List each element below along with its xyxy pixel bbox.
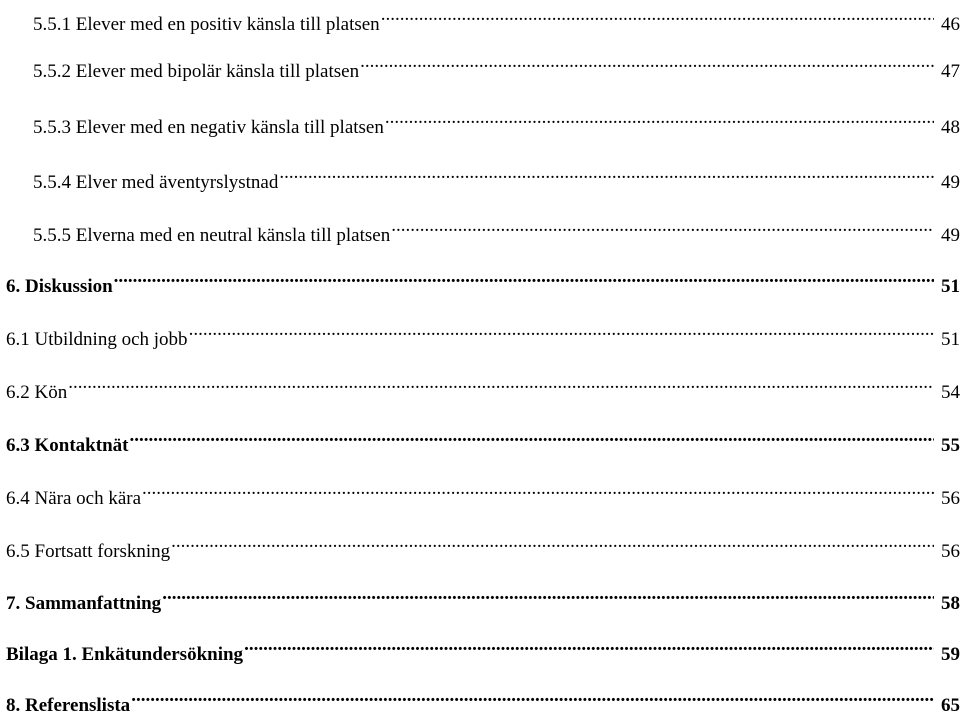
toc-page-number: 51	[941, 329, 960, 350]
toc-dot-leader	[360, 47, 934, 77]
toc-page-number: 65	[941, 695, 960, 716]
toc-page-number: 49	[941, 172, 960, 193]
toc-entry-title: 6.4 Nära och kära	[6, 488, 142, 509]
toc-entry-title: 8. Referenslista	[6, 695, 131, 716]
toc-page-number: 56	[941, 541, 960, 562]
toc-entry[interactable]	[6, 527, 960, 562]
toc-page-number: 47	[941, 61, 960, 82]
toc-dot-leader	[171, 527, 934, 557]
toc-page-number: 46	[941, 14, 960, 35]
toc-dot-leader	[114, 262, 934, 292]
toc-page-number: 54	[941, 382, 960, 403]
toc-entry[interactable]	[6, 681, 960, 716]
toc-entry-title: 7. Sammanfattning	[6, 593, 162, 614]
toc-page-number: 59	[941, 644, 960, 665]
toc-entry[interactable]	[33, 103, 960, 138]
toc-entry-title: 5.5.5 Elverna med en neutral känsla till platsen	[33, 225, 391, 246]
toc-dot-leader	[142, 474, 934, 504]
toc-entry[interactable]	[6, 630, 960, 665]
toc-page-number: 51	[941, 276, 960, 297]
toc-entry[interactable]	[33, 0, 960, 35]
toc-page-number: 48	[941, 117, 960, 138]
toc-entry[interactable]	[33, 211, 960, 246]
toc-dot-leader	[131, 681, 934, 711]
toc-entry[interactable]	[6, 368, 960, 403]
toc-entry-title: 5.5.3 Elever med en negativ känsla till platsen	[33, 117, 384, 138]
toc-dot-leader	[279, 158, 934, 188]
toc-dot-leader	[391, 211, 934, 241]
toc-entry[interactable]	[33, 47, 960, 82]
toc-entry-title: 6.2 Kön	[6, 382, 68, 403]
toc-entry[interactable]	[6, 421, 960, 456]
toc-dot-leader	[385, 103, 934, 133]
toc-dot-leader	[129, 421, 934, 451]
toc-page-number: 56	[941, 488, 960, 509]
toc-dot-leader	[68, 368, 934, 398]
toc-page-number: 49	[941, 225, 960, 246]
toc-entry-title: 6. Diskussion	[6, 276, 113, 297]
toc-entry[interactable]	[6, 315, 960, 350]
toc-entry-title: 6.5 Fortsatt forskning	[6, 541, 171, 562]
toc-entry-title: 5.5.2 Elever med bipolär känsla till platsen	[33, 61, 360, 82]
toc-entry-title: 5.5.4 Elver med äventyrslystnad	[33, 172, 279, 193]
toc-dot-leader	[381, 0, 934, 30]
toc-page-number: 58	[941, 593, 960, 614]
toc-dot-leader	[162, 579, 934, 609]
toc-entry-title: 5.5.1 Elever med en positiv känsla till platsen	[33, 14, 380, 35]
toc-entry-title: 6.3 Kontaktnät	[6, 435, 129, 456]
toc-entry-title: 6.1 Utbildning och jobb	[6, 329, 188, 350]
toc-entry[interactable]	[6, 474, 960, 509]
toc-dot-leader	[244, 630, 934, 660]
toc-entry[interactable]	[6, 579, 960, 614]
toc-entry[interactable]	[33, 158, 960, 193]
toc-dot-leader	[189, 315, 934, 345]
toc-entry[interactable]	[6, 262, 960, 297]
toc-entry-title: Bilaga 1. Enkätundersökning	[6, 644, 244, 665]
toc-page-number: 55	[941, 435, 960, 456]
